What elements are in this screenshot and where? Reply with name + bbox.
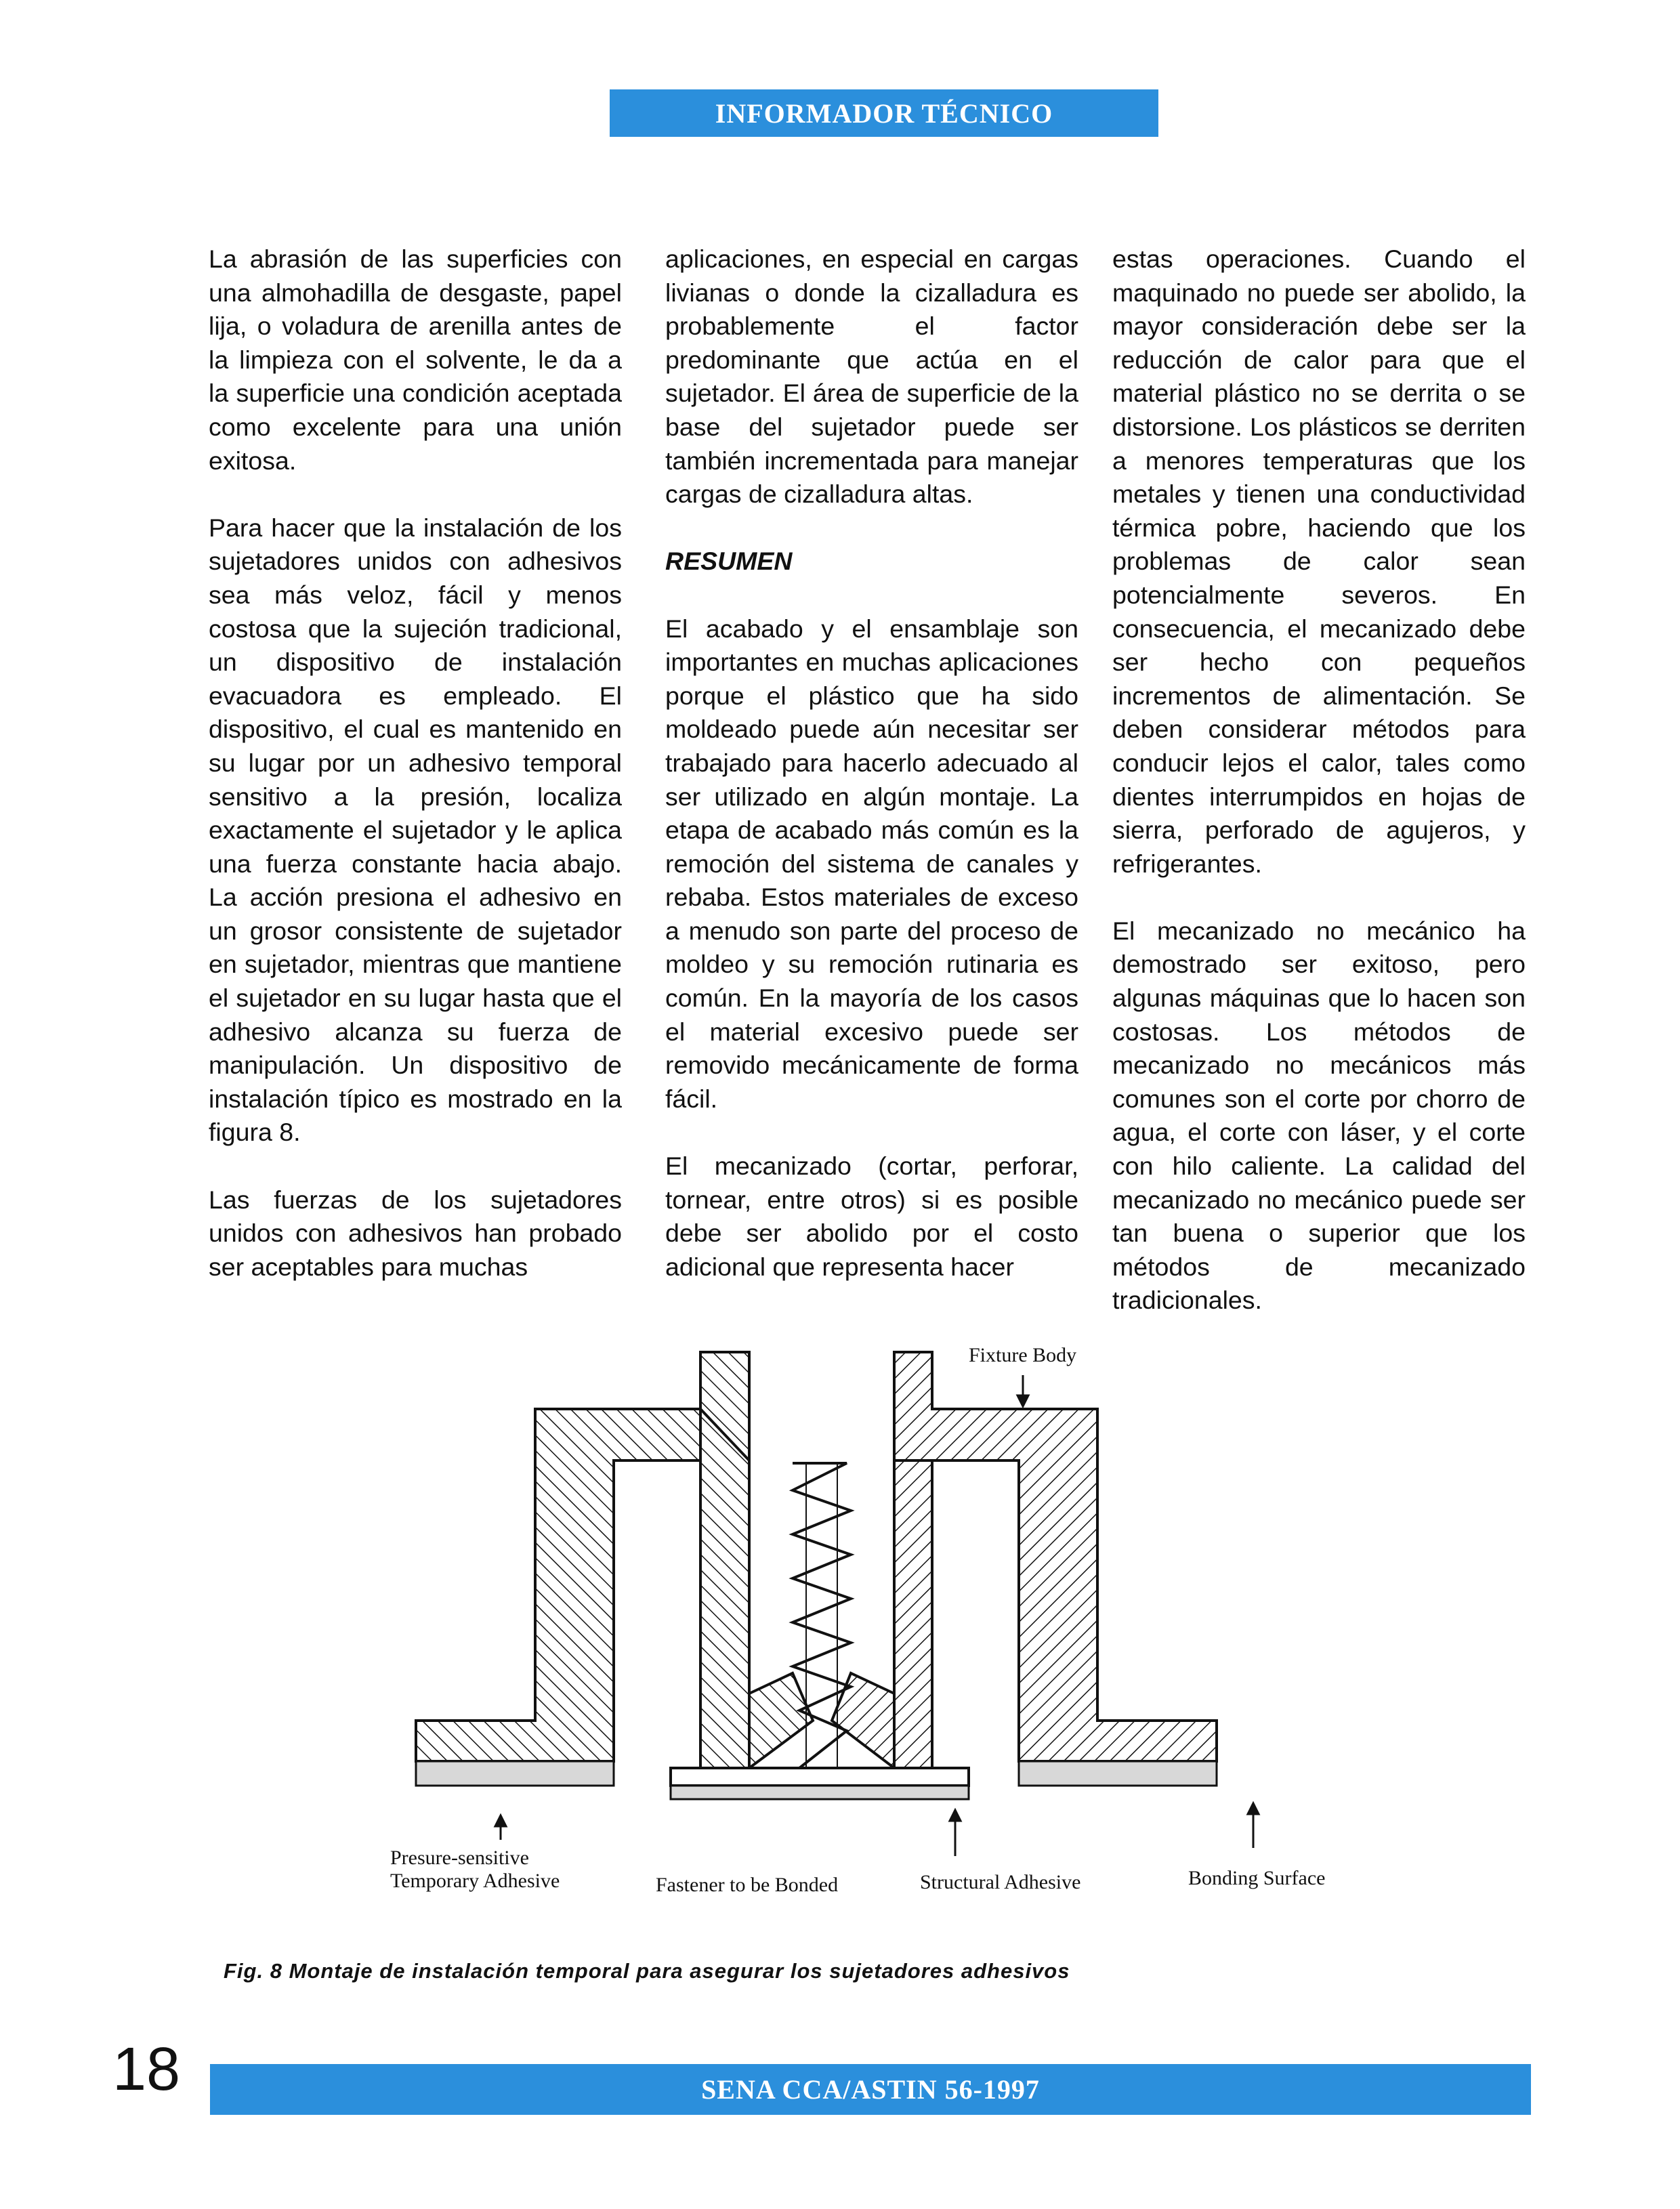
label-structural-adhesive: Structural Adhesive bbox=[920, 1871, 1081, 1893]
structural-adhesive bbox=[671, 1786, 969, 1799]
text-column-1 bbox=[209, 243, 622, 1318]
section-heading: RESUMEN bbox=[665, 547, 793, 576]
fixture-body-right bbox=[894, 1352, 1217, 1761]
fastener-base bbox=[671, 1768, 969, 1786]
label-bonding-surface: Bonding Surface bbox=[1188, 1867, 1326, 1889]
fixture-body-right-inner bbox=[894, 1460, 932, 1768]
paragraph: La abrasión de las superficies con una almohadilla de desgaste, papel lija, o voladura de arenilla antes de la limpieza con el solvente, le da a la superficie una condición aceptada como excelente para una unión exitosa. bbox=[209, 245, 622, 475]
label-temporary-adhesive: Temporary Adhesive bbox=[390, 1870, 560, 1892]
temporary-adhesive-left bbox=[416, 1761, 614, 1786]
arrow-presure-sensitive bbox=[495, 1815, 506, 1840]
footer-banner bbox=[210, 2064, 1531, 2115]
figure-8 bbox=[379, 1341, 1362, 1917]
arrow-structural-adhesive bbox=[950, 1810, 961, 1856]
funnel-wedge-right bbox=[832, 1673, 894, 1768]
text-column-3 bbox=[1112, 243, 1526, 1351]
label-presure-sensitive: Presure-sensitive bbox=[390, 1847, 529, 1869]
header-title: INFORMADOR TÉCNICO bbox=[715, 98, 1053, 129]
paragraph: El mecanizado no mecánico ha demostrado ser exitoso, pero algunas máquinas que lo hacen son costosas. Los métodos de mecanizado no mecánicos más comunes son el corte por chorro de agua, el corte con láser, y el corte con hilo caliente. La calidad del mecanizado no mecánico puede ser tan buena o superior que los métodos de mecanizado tradicionales. bbox=[1112, 916, 1526, 1315]
temporary-adhesive-right bbox=[1019, 1761, 1217, 1786]
fixture-diagram bbox=[379, 1341, 1362, 1917]
label-fastener: Fastener to be Bonded bbox=[656, 1874, 839, 1896]
funnel-wedge-left bbox=[749, 1673, 813, 1768]
label-fixture-body: Fixture Body bbox=[969, 1344, 1077, 1366]
page-number: 18 bbox=[112, 2036, 181, 2103]
paragraph: Las fuerzas de los sujetadores unidos con adhesivos han probado ser aceptables para muchas bbox=[209, 1185, 622, 1281]
figure-caption: Fig. 8 Montaje de instalación temporal para asegurar los sujetadores adhesivos bbox=[224, 1959, 1070, 1983]
text-column-2 bbox=[665, 243, 1078, 1318]
paragraph: aplicaciones, en especial en cargas livianas o donde la cizalladura es probablemente el factor predominante que actúa en el sujetador. El área de superficie de la base del sujetador puede ser también incrementada para manejar cargas de cizalladura altas. bbox=[665, 245, 1078, 509]
paragraph: El acabado y el ensamblaje son importantes en muchas aplicaciones porque el plástico que ha sido moldeado puede aún necesitar ser trabajado para hacerlo adecuado al ser utilizado en algún montaje. La etapa de acabado más común es la remoción del sistema de canales y rebaba. Estos materiales de exceso a menudo son parte del proceso de moldeo y su remoción rutinaria es común. En la mayoría de los casos el material excesivo puede ser removido mecánicamente de forma fácil. bbox=[665, 614, 1078, 1113]
fixture-body-left-inner bbox=[700, 1409, 749, 1768]
arrow-fixture-body bbox=[1017, 1375, 1028, 1406]
paragraph: Para hacer que la instalación de los sujetadores unidos con adhesivos sea más veloz, fácil y menos costosa que la sujeción tradicional, un dispositivo de instalación evacuadora es empleado. El dispositivo, el cual es mantenido en su lugar por un adhesivo temporal sensitivo a la presión, localiza exactamente el sujetador y le aplica una fuerza constante hacia abajo. La acción presiona el adhesivo en un grosor consistente de sujetador en sujetador, mientras que mantiene el sujetador en su lugar hasta que el adhesivo alcanza su fuerza de manipulación. Un dispositivo de instalación típico es mostrado en la figura 8. bbox=[209, 513, 622, 1147]
arrow-bonding-surface bbox=[1248, 1803, 1259, 1848]
footer-publication: SENA CCA/ASTIN 56-1997 bbox=[701, 2074, 1040, 2105]
paragraph: El mecanizado (cortar, perforar, tornear, entre otros) si es posible debe ser abolido por el costo adicional que representa hacer bbox=[665, 1152, 1078, 1281]
header-banner bbox=[610, 89, 1158, 137]
paragraph: estas operaciones. Cuando el maquinado no puede ser abolido, la mayor consideración debe ser la reducción de calor para que el material plástico no se derrita o se distorsione. Los plásticos se derriten a menores temperaturas que los metales y tienen una conductividad térmica pobre, haciendo que los problemas de calor sean potencialmente severos. En consecuencia, el mecanizado debe ser hecho con pequeños incrementos de alimentación. Se deben considerar métodos para conducir lejos el calor, tales como dientes interrumpidos en hojas de sierra, perforado de agujeros, y refrigerantes. bbox=[1112, 245, 1526, 878]
